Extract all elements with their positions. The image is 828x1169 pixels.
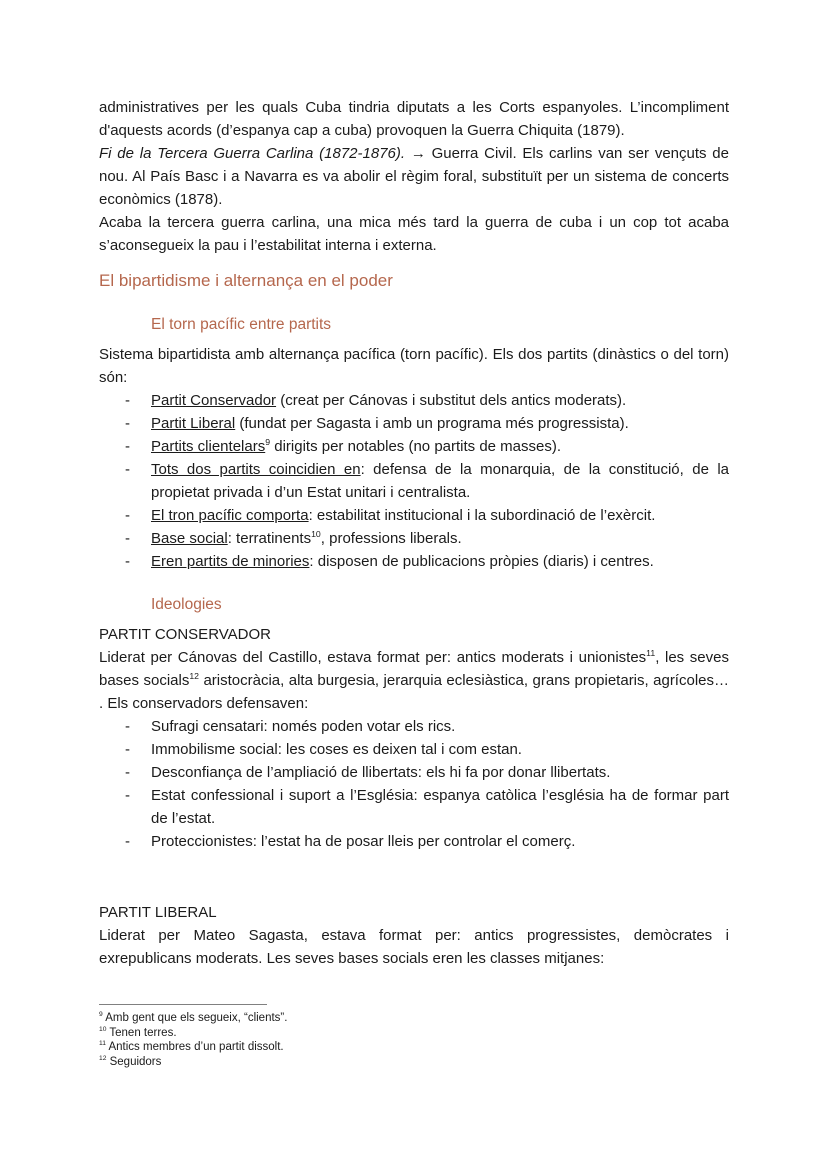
dash-bullet-list [99, 715, 729, 853]
dash-bullet-list [99, 389, 729, 573]
list-item [99, 527, 729, 550]
text-run: dirigits per notables (no partits de masses). [270, 438, 562, 455]
footnote-reference: 9 [265, 437, 271, 447]
paragraph [99, 924, 729, 970]
section-heading [99, 269, 729, 293]
list-item [99, 715, 729, 738]
text-run: : terratinents [227, 530, 312, 547]
text-run: , les seves bases socials [99, 649, 729, 689]
text-run: aristocràcia, alta burgesia, jerarquia eclesiàstica, grans propietaris, agrícoles… . Els conservadors defensaven: [99, 672, 729, 712]
text-run: Immobilisme social: les coses es deixen tal i com estan. [151, 741, 522, 758]
paragraph [99, 211, 729, 257]
text-run: : disposen de publicacions pròpies (diaris) i centres. [309, 553, 654, 570]
footnote-reference: 11 [646, 648, 656, 658]
paragraph [99, 142, 729, 211]
footnote-reference: 10 [311, 529, 321, 539]
text-run: → Guerra Civil. Els carlins van ser vençuts de nou. Al País Basc i a Navarra es va abolir el règim foral, substituït per un sistema de concerts econòmics (1878). [99, 145, 729, 208]
list-item [99, 784, 729, 830]
list-item [99, 550, 729, 573]
footnote: $^{11}$ Antics membres d’un partit dissolt. [99, 1040, 284, 1053]
underlined-run: Base social [151, 530, 228, 547]
footnote-number: 12 [99, 1054, 107, 1062]
italic-run: Fi de la Tercera Guerra Carlina (1872-1876). [99, 145, 406, 162]
text-run: El bipartidisme i alternança en el poder [99, 271, 393, 290]
text-run: , professions liberals. [320, 530, 462, 547]
footnote: $^9$ Amb gent que els segueix, “clients”. [99, 1011, 288, 1024]
list-item [99, 504, 729, 527]
text-run: PARTIT CONSERVADOR [99, 626, 271, 643]
text-run: PARTIT LIBERAL [99, 904, 217, 921]
paragraph [99, 901, 729, 924]
list-bullet: - [125, 764, 130, 781]
text-run: : estabilitat institucional i la subordinació de l’exèrcit. [308, 507, 656, 524]
footnote-reference: 12 [189, 671, 199, 681]
blank-lines [99, 853, 729, 901]
text-run: Liderat per Mateo Sagasta, estava format per: antics progressistes, demòcrates i exrepublicans moderats. Les seves bases socials eren les classes mitjanes: [99, 927, 729, 967]
paragraph [99, 96, 729, 142]
underlined-run: Eren partits de minories [151, 553, 310, 570]
list-bullet: - [125, 530, 130, 547]
footnotes-list [99, 1011, 729, 1069]
text-run: : defensa de la monarquia, de la constitució, de la propietat privada i d’un Estat unitari i centralista. [151, 461, 730, 501]
footnote-number: 10 [99, 1025, 107, 1033]
section-heading [151, 593, 729, 617]
footnote-number: 9 [99, 1011, 103, 1019]
text-run: Ideologies [151, 596, 222, 613]
text-run: Desconfiança de l’ampliació de llibertats: els hi fa por donar llibertats. [151, 764, 611, 781]
paragraph [99, 623, 729, 646]
footnote-number: 11 [99, 1040, 106, 1048]
text-run: El torn pacífic entre partits [151, 316, 332, 333]
text-run: administratives per les quals Cuba tindria diputats a les Corts espanyoles. L’incompliment d'aquests acords (d’espanya cap a cuba) provoquen la Guerra Chiquita (1879). [99, 99, 729, 139]
section-heading [151, 313, 729, 337]
list-item [99, 738, 729, 761]
list-bullet: - [125, 741, 130, 758]
document-content [99, 96, 729, 970]
list-item [99, 458, 729, 504]
footnote: $^{12}$ Seguidors [99, 1054, 162, 1068]
text-run: (creat per Cánovas i substitut dels antics moderats). [276, 392, 627, 409]
text-run: Acaba la tercera guerra carlina, una mica més tard la guerra de cuba i un cop tot acaba s’aconsegueix la pau i l’estabilitat interna i externa. [99, 214, 729, 254]
underlined-run: Tots dos partits coincidien en [151, 461, 361, 478]
list-item [99, 830, 729, 853]
list-bullet: - [125, 553, 130, 570]
list-item [99, 412, 729, 435]
list-item [99, 389, 729, 412]
text-run: (fundat per Sagasta i amb un programa més progressista). [235, 415, 629, 432]
paragraph [99, 343, 729, 389]
text-run: Liderat per Cánovas del Castillo, estava format per: antics moderats i unionistes [99, 649, 647, 666]
underlined-run: El tron pacífic comporta [151, 507, 309, 524]
underlined-run: Partit Conservador [151, 392, 277, 409]
underlined-run: Partit Liberal [151, 415, 236, 432]
list-bullet: - [125, 438, 130, 455]
list-item [99, 435, 729, 458]
paragraph [99, 646, 729, 715]
list-bullet: - [125, 718, 130, 735]
list-bullet: - [125, 461, 130, 478]
text-run: Proteccionistes: l’estat ha de posar lleis per controlar el comerç. [151, 833, 576, 850]
footnote-divider [99, 1004, 267, 1005]
underlined-run: Partits clientelars [151, 438, 266, 455]
text-run: Estat confessional i suport a l’Església: espanya catòlica l’església ha de formar part de l’estat. [151, 787, 729, 827]
footnotes-section [99, 1004, 729, 1069]
list-item [99, 761, 729, 784]
text-run: Sistema bipartidista amb alternança pacífica (torn pacífic). Els dos partits (dinàstics o del torn) són: [99, 346, 729, 386]
footnote: $^{10}$ Tenen terres. [99, 1025, 177, 1039]
list-bullet: - [125, 415, 130, 432]
list-bullet: - [125, 787, 130, 804]
text-run: Sufragi censatari: només poden votar els rics. [151, 718, 456, 735]
list-bullet: - [125, 392, 130, 409]
list-bullet: - [125, 833, 130, 850]
list-bullet: - [125, 507, 130, 524]
